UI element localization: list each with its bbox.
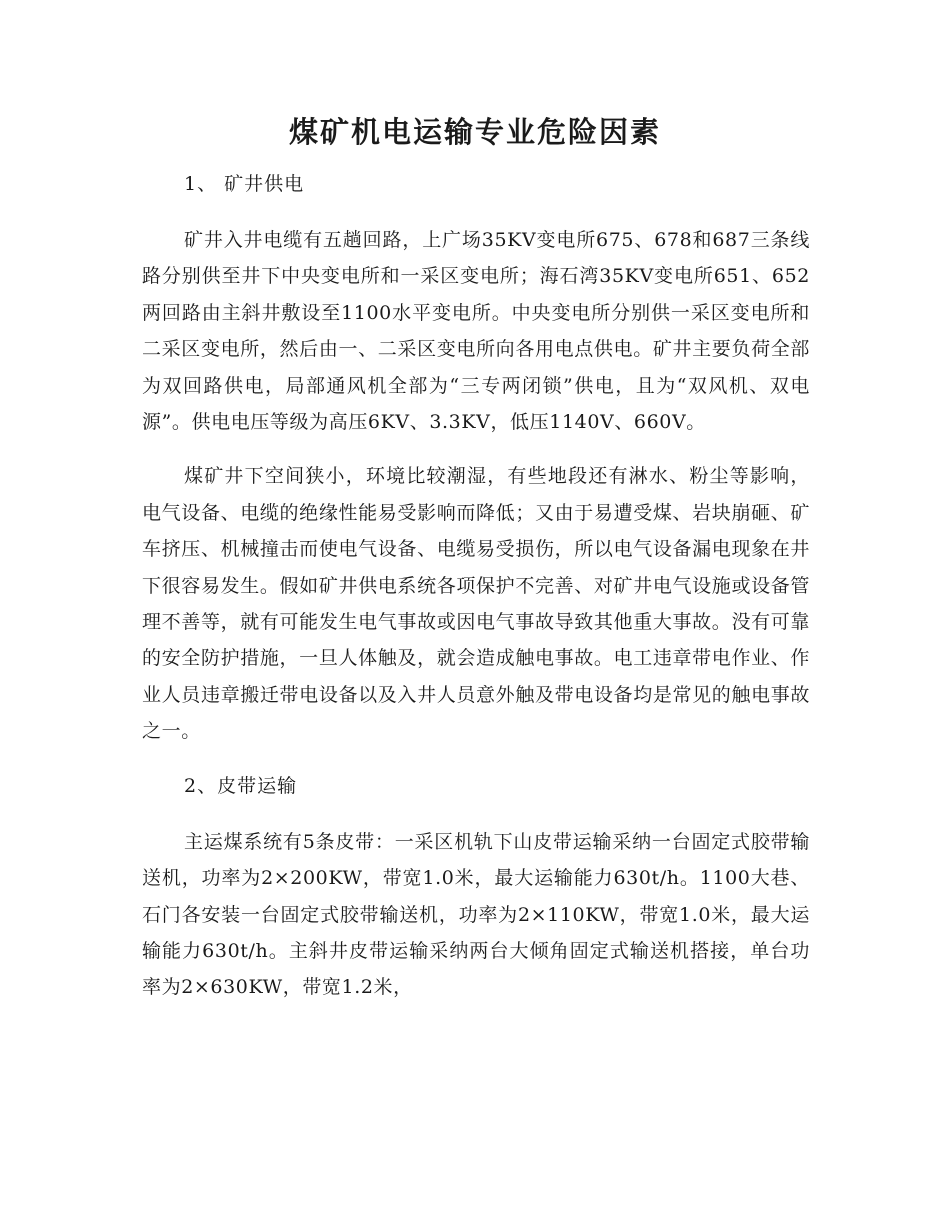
section-power-supply xyxy=(142,166,810,750)
section-heading: 2、皮带运输 xyxy=(184,774,298,797)
paragraph: 煤矿井下空间狭小，环境比较潮湿，有些地段还有淋水、粉尘等影响，电气设备、电缆的绝缘性能易受影响而降低；又由于易遭受煤、岩块崩砸、矿车挤压、机械撞击而使电气设备、电缆易受损伤，所以电气设备漏电现象在井下很容易发生。假如矿井供电系统各项保护不完善、对矿井电气设施或设备管理不善等，就有可能发生电气事故或因电气事故导致其他重大事故。没有可靠的安全防护措施，一旦人体触及，就会造成触电事故。电工违章带电作业、作业人员违章搬迁带电设备以及入井人员意外触及带电设备均是常见的触电事故之一。 xyxy=(142,465,810,743)
document-title: 煤矿机电运输专业危险因素 xyxy=(288,115,661,149)
paragraph: 矿井入井电缆有五趟回路，上广场35KV变电所675、678和687三条线路分别供至井下中央变电所和一采区变电所；海石湾35KV变电所651、652两回路由主斜井敷设至1100水平变电所。中央变电所分别供一采区变电所和二采区变电所，然后由一、二采区变电所向各用电点供电。矿井主要负荷全部为双回路供电，局部通风机全部为“三专两闭锁”供电，且为“双风机、双电源”。供电电压等级为高压6KV、3.3KV，低压1140V、660V。 xyxy=(142,229,810,434)
section-heading: 1、 矿井供电 xyxy=(184,173,305,195)
section-belt-transport xyxy=(142,768,810,1006)
document-body xyxy=(142,166,810,1006)
paragraph: 主运煤系统有5条皮带：一采区机轨下山皮带运输采纳一台固定式胶带输送机，功率为2×200KW，带宽1.0米，最大运输能力630t/h。1100大巷、石门各安装一台固定式胶带输送机，功率为2×110KW，带宽1.0米，最大运输能力630t/h。主斜井皮带运输采纳两台大倾角固定式输送机搭接，单台功率为2×630KW，带宽1.2米， xyxy=(142,830,810,999)
